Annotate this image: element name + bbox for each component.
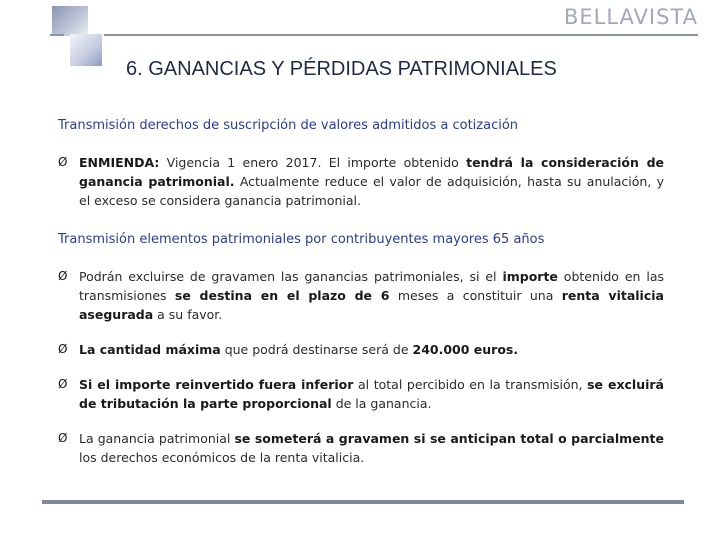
bullet-text: Podrán excluirse de gravamen las ganancias patrimoniales, si el importe obtenido en las transmisiones se destina en el plazo de 6 meses a constituir una renta vitalicia asegurada a su favor. [79, 269, 664, 322]
bullet-cantidad-maxima [58, 340, 664, 359]
logo-square-bottom [70, 34, 102, 66]
bullet-text: La ganancia patrimonial se someterá a gravamen si se anticipan total o parcialmente los derechos económicos de la renta vitalicia. [79, 431, 664, 465]
bullet-text: Si el importe reinvertido fuera inferior al total percibido en la transmisión, se excluirá de tributación la parte proporcional de la ganancia. [79, 377, 664, 411]
logo-squares [48, 4, 106, 68]
arrow-bullet-icon: Ø [58, 155, 68, 169]
footer-divider [42, 500, 684, 504]
arrow-bullet-icon: Ø [58, 377, 68, 391]
arrow-bullet-icon: Ø [58, 431, 68, 445]
bullet-excluirse [58, 267, 664, 324]
brand-logo: BELLAVISTA [563, 5, 698, 29]
logo-square-top [52, 6, 88, 36]
bullet-anticipo [58, 429, 664, 467]
bullet-importe-inferior [58, 375, 664, 413]
bullet-enmienda [58, 153, 664, 210]
section-heading-derechos: Transmisión derechos de suscripción de valores admitidos a cotización [58, 118, 519, 133]
slide-content [58, 116, 664, 483]
section-heading-mayores-65: Transmisión elementos patrimoniales por contribuyentes mayores 65 años [58, 232, 545, 247]
arrow-bullet-icon: Ø [58, 342, 68, 356]
bullet-text: ENMIENDA: Vigencia 1 enero 2017. El importe obtenido tendrá la consideración de ganancia patrimonial. Actualmente reduce el valor de adquisición, hasta su anulación, y el exceso se considera ganancia patrimonial. [79, 155, 665, 208]
arrow-bullet-icon: Ø [58, 269, 68, 283]
header-divider-right [104, 34, 698, 36]
bullet-text: La cantidad máxima que podrá destinarse será de 240.000 euros. [79, 342, 519, 357]
header-divider-left [50, 34, 64, 36]
page-title: 6. GANANCIAS Y PÉRDIDAS PATRIMONIALES [126, 58, 557, 80]
